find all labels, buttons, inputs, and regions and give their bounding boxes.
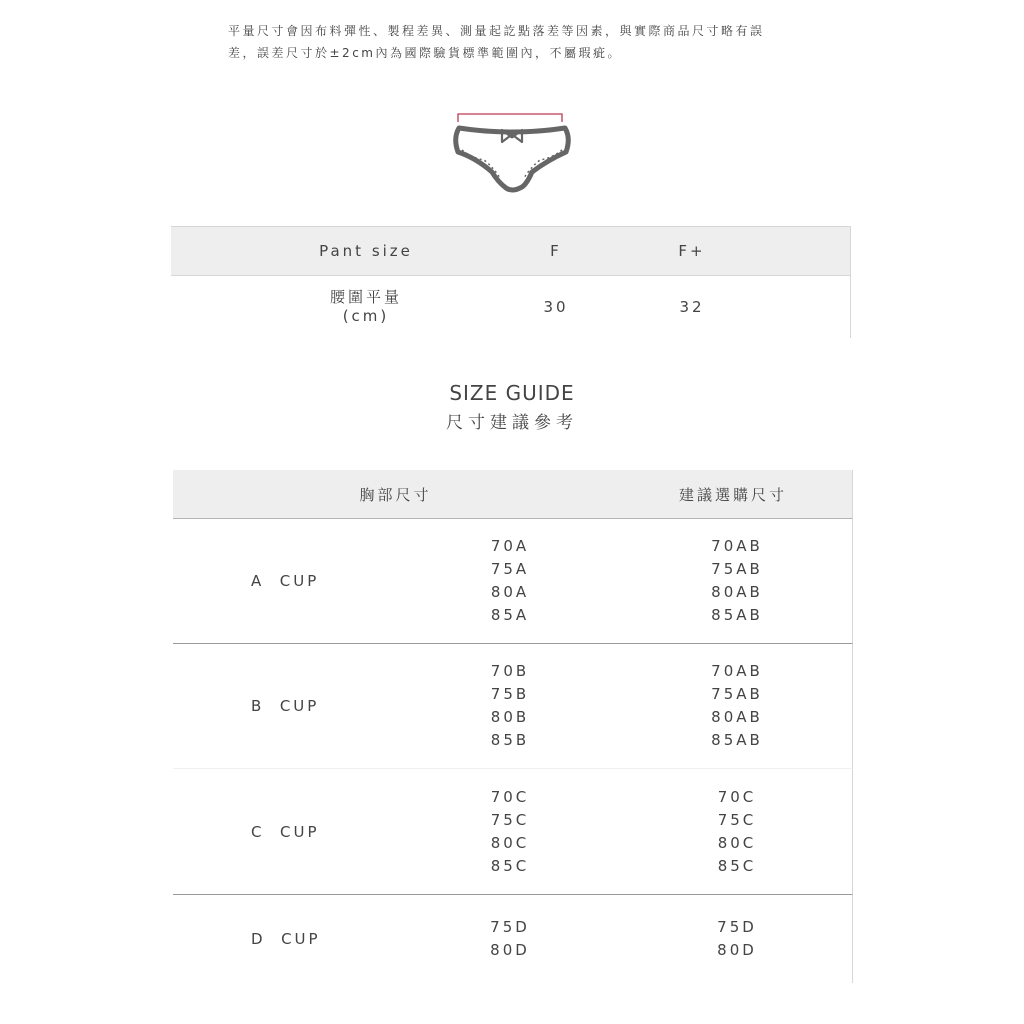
size-value: 70C [717,787,757,806]
size-value: 85A [490,606,530,624]
size-value: 80D [717,941,757,959]
waist-value-f: 30 [543,298,569,316]
pant-size-table [171,226,851,338]
waist-label [281,276,451,338]
cup-label-a: A CUP [251,572,320,590]
size-value: 75AB [711,685,763,703]
size-value: 80D [490,941,530,959]
bust-sizes-c [435,769,585,894]
size-value: 80AB [711,708,763,726]
size-value: 75A [490,560,530,578]
size-disclaimer [228,20,828,64]
size-value: 85AB [711,731,763,749]
size-value: 75C [717,810,757,829]
guide-table-header [173,470,853,519]
cup-label-c: C CUP [251,822,320,841]
header-bust-size: 胸部尺寸 [359,485,432,504]
size-value: 75AB [711,560,763,578]
recommended-sizes-c [662,769,812,894]
size-value: 70AB [711,662,763,680]
size-value: 75D [490,918,530,936]
panty-outline-icon [450,110,574,196]
bust-sizes-a [435,519,585,643]
table-row [173,895,853,983]
cup-label-d: D CUP [251,930,321,948]
size-value: 70C [490,787,530,806]
size-value: 80B [490,708,530,726]
size-value: 80C [490,833,530,852]
waist-label-unit: (cm) [342,307,390,325]
size-value: 85B [490,731,530,749]
size-value: 75B [490,685,530,703]
bust-sizes-b [435,644,585,768]
size-value: 85C [717,856,757,875]
table-row [173,644,853,769]
size-value: 80AB [711,583,763,601]
header-pant-size: Pant size [319,242,413,260]
table-row [173,519,853,644]
recommended-sizes-d [662,895,812,983]
waist-label-text: 腰圍平量 [329,288,402,306]
disclaimer-line-1: 平量尺寸會因布料彈性、製程差異、測量起訖點落差等因素，與實際商品尺寸略有誤 [228,24,765,38]
size-value: 85C [490,856,530,875]
waist-row [171,276,851,338]
disclaimer-line-2: 差，誤差尺寸於±2cm內為國際驗貨標準範圍內，不屬瑕疵。 [228,46,622,60]
header-size-f-plus: F+ [678,242,706,260]
pant-table-header [171,226,851,276]
header-recommended-size: 建議選購尺寸 [678,485,787,504]
waist-value-f-plus: 32 [679,298,705,316]
size-guide-subtitle: 尺寸建議參考 [446,413,578,433]
size-guide-title: SIZE GUIDE [449,381,575,405]
bust-sizes-d [435,895,585,983]
recommended-sizes-b [662,644,812,768]
size-value: 75C [490,810,530,829]
size-value: 70A [490,537,530,555]
size-value: 75D [717,918,757,936]
size-value: 70AB [711,537,763,555]
size-value: 70B [490,662,530,680]
size-value: 80C [717,833,757,852]
size-value: 85AB [711,606,763,624]
cup-label-b: B CUP [251,697,320,715]
table-row [173,769,853,895]
size-guide-table [173,470,853,983]
recommended-sizes-a [662,519,812,643]
size-value: 80A [490,583,530,601]
header-size-f: F [550,242,562,260]
